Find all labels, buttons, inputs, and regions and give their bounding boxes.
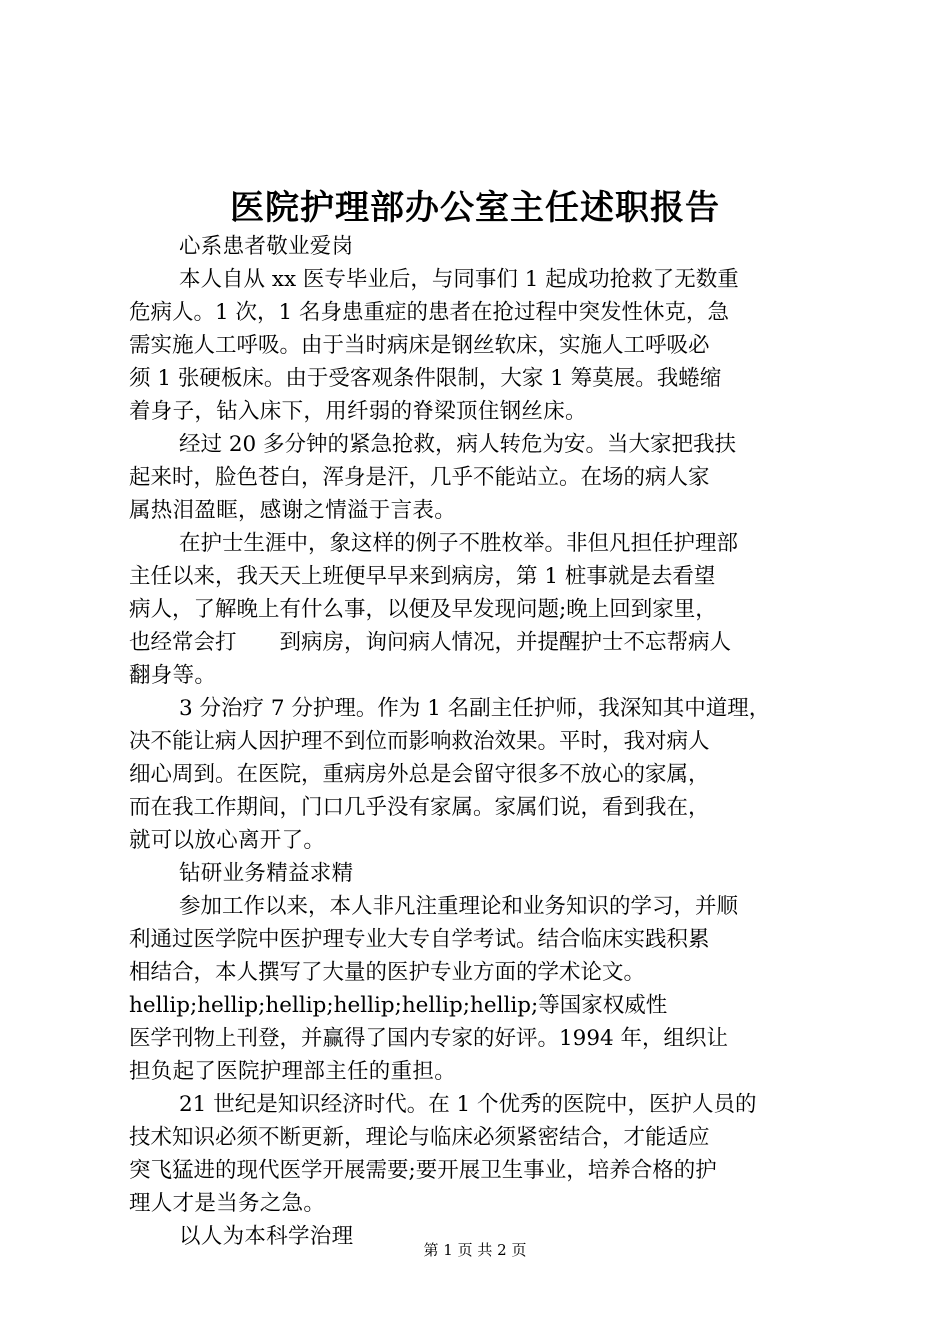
text-line: 经过 20 多分钟的紧急抢救，病人转危为安。当大家把我扶 bbox=[179, 432, 737, 457]
text-line: 属热泪盈眶，感谢之情溢于言表。 bbox=[129, 498, 457, 523]
text-line: 技术知识必须不断更新，理论与临床必须紧密结合，才能适应 bbox=[129, 1125, 710, 1150]
document-title: 医院护理部办公室主任述职报告 bbox=[230, 188, 720, 228]
text-line: 理人才是当务之急。 bbox=[129, 1191, 326, 1216]
text-line: 需实施人工呼吸。由于当时病床是钢丝软床，实施人工呼吸必 bbox=[129, 333, 710, 358]
text-line: 危病人。1 次，1 名身患重症的患者在抢过程中突发性休克，急 bbox=[129, 300, 730, 325]
text-line: 主任以来，我天天上班便早早来到病房，第 1 桩事就是去看望 bbox=[129, 564, 716, 589]
text-line: 须 1 张硬板床。由于受客观条件限制，大家 1 筹莫展。我蜷缩 bbox=[129, 366, 722, 391]
text-line: 也经常会打 到病房，询问病人情况，并提醒护士不忘帮病人 bbox=[129, 630, 732, 655]
text-line: 担负起了医院护理部主任的重担。 bbox=[129, 1059, 457, 1084]
text-line: 钻研业务精益求精 bbox=[179, 861, 354, 886]
page-footer: 第 1 页 共 2 页 bbox=[423, 1241, 527, 1259]
text-line: 参加工作以来，本人非凡注重理论和业务知识的学习，并顺 bbox=[179, 894, 739, 919]
text-line: 病人，了解晚上有什么事，以便及早发现问题;晚上回到家里， bbox=[129, 597, 717, 622]
text-line: 心系患者敬业爱岗 bbox=[179, 234, 354, 259]
text-line: hellip;hellip;hellip;hellip;hellip;hellip;等国家权威性 bbox=[129, 993, 668, 1018]
text-line: 21 世纪是知识经济时代。在 1 个优秀的医院中，医护人员的 bbox=[179, 1092, 757, 1117]
text-line: 起来时，脸色苍白，浑身是汗，几乎不能站立。在场的病人家 bbox=[129, 465, 710, 490]
document-body bbox=[129, 230, 831, 1253]
text-line: 利通过医学院中医护理专业大专自学考试。结合临床实践积累 bbox=[129, 927, 710, 952]
text-line: 着身子，钻入床下，用纤弱的脊梁顶住钢丝床。 bbox=[129, 399, 587, 424]
text-line: 翻身等。 bbox=[129, 663, 217, 688]
text-line: 细心周到。在医院，重病房外总是会留守很多不放心的家属， bbox=[129, 762, 710, 787]
text-line: 决不能让病人因护理不到位而影响救治效果。平时，我对病人 bbox=[129, 729, 710, 754]
text-line: 而在我工作期间，门口几乎没有家属。家属们说，看到我在， bbox=[129, 795, 710, 820]
text-line: 在护士生涯中，象这样的例子不胜枚举。非但凡担任护理部 bbox=[179, 531, 739, 556]
text-line: 突飞猛进的现代医学开展需要;要开展卫生事业，培养合格的护 bbox=[129, 1158, 717, 1183]
text-line: 相结合，本人撰写了大量的医护专业方面的学术论文。 bbox=[129, 960, 646, 985]
text-line: 3 分治疗 7 分护理。作为 1 名副主任护师，我深知其中道理， bbox=[179, 696, 771, 721]
text-line: 医学刊物上刊登，并赢得了国内专家的好评。1994 年，组织让 bbox=[129, 1026, 729, 1051]
text-line: 本人自从 xx 医专毕业后，与同事们 1 起成功抢救了无数重 bbox=[179, 267, 739, 292]
text-line: 就可以放心离开了。 bbox=[129, 828, 326, 853]
text-line: 以人为本科学治理 bbox=[179, 1224, 354, 1249]
